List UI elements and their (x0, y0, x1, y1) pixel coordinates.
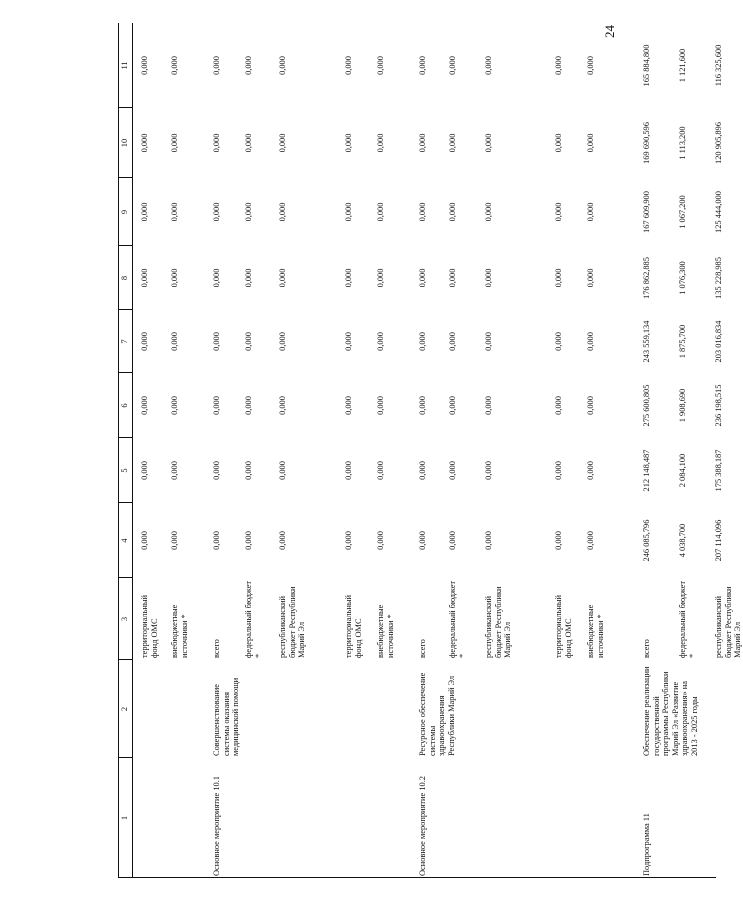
value-cell: 0,000 (448, 332, 457, 351)
value-cell: 0,000 (212, 133, 221, 153)
value-cell: 0,000 (344, 332, 353, 351)
funding-source: внебюджетные источники * (170, 604, 189, 658)
value-cell: 0,000 (418, 133, 427, 153)
value-cell: 0,000 (484, 133, 493, 153)
value-cell: 0,000 (448, 268, 457, 288)
row-label: Основное мероприятие 10.2 (418, 776, 427, 876)
funding-source: федеральный бюджет * (448, 580, 467, 658)
value-cell: 207 114,096 (714, 519, 723, 562)
value-cell: 0,000 (244, 461, 253, 480)
value-cell: 0,000 (484, 396, 493, 415)
value-cell: 0,000 (484, 531, 493, 550)
value-cell: 175 388,187 (714, 449, 723, 492)
value-cell: 0,000 (376, 202, 385, 222)
header-bottom-border (132, 23, 133, 878)
value-cell: 0,000 (212, 531, 221, 550)
value-cell: 0,000 (344, 268, 353, 288)
value-cell: 0,000 (344, 396, 353, 415)
value-cell: 0,000 (244, 396, 253, 415)
value-cell: 0,000 (484, 332, 493, 351)
funding-source: территориальный фонд ОМС (140, 594, 159, 658)
value-cell: 0,000 (418, 531, 427, 550)
column-header-2: 2 (120, 706, 129, 712)
value-cell: 0,000 (418, 202, 427, 222)
funding-source: республиканский бюджет Республики Марий Эл (714, 586, 743, 658)
value-cell: 176 862,885 (642, 257, 651, 299)
value-cell: 0,000 (448, 133, 457, 153)
value-cell: 0,000 (554, 133, 563, 153)
value-cell: 0,000 (586, 56, 595, 75)
value-cell: 0,000 (140, 268, 149, 288)
value-cell: 0,000 (344, 531, 353, 550)
value-cell: 0,000 (244, 531, 253, 550)
funding-source: всего (212, 639, 221, 658)
value-cell: 0,000 (554, 268, 563, 288)
value-cell: 135 228,985 (714, 257, 723, 299)
value-cell: 0,000 (170, 56, 179, 75)
value-cell: 0,000 (244, 56, 253, 75)
funding-source: федеральный бюджет * (244, 580, 263, 658)
column-header-6: 6 (120, 403, 129, 408)
row-label: Основное мероприятие 10.1 (212, 776, 221, 876)
table-left-border (118, 877, 716, 878)
value-cell: 0,000 (484, 268, 493, 288)
column-header-7: 7 (120, 339, 129, 344)
row-description: Ресурсное обеспечение системы здравоохранения Республики Марий Эл (418, 672, 456, 756)
value-cell: 0,000 (448, 531, 457, 550)
value-cell: 0,000 (586, 202, 595, 222)
value-cell: 0,000 (418, 396, 427, 415)
value-cell: 0,000 (140, 56, 149, 75)
value-cell: 0,000 (278, 202, 287, 222)
funding-source: всего (642, 639, 651, 658)
value-cell: 0,000 (212, 332, 221, 351)
value-cell: 0,000 (554, 56, 563, 75)
value-cell: 0,000 (376, 531, 385, 550)
value-cell: 1 121,600 (678, 48, 687, 83)
value-cell: 0,000 (140, 332, 149, 351)
funding-source: федеральный бюджет * (678, 580, 697, 658)
value-cell: 116 325,600 (714, 44, 723, 87)
page-number: 24 (602, 25, 617, 38)
value-cell: 125 444,000 (714, 191, 723, 233)
value-cell: 0,000 (140, 133, 149, 153)
value-cell: 169 690,596 (642, 122, 651, 164)
column-header-10: 10 (120, 138, 129, 148)
value-cell: 0,000 (554, 461, 563, 480)
column-header-9: 9 (120, 209, 129, 215)
value-cell: 0,000 (586, 133, 595, 153)
value-cell: 236 198,515 (714, 384, 723, 427)
value-cell: 0,000 (278, 268, 287, 288)
value-cell: 0,000 (344, 56, 353, 75)
value-cell: 0,000 (278, 396, 287, 415)
value-cell: 2 084,100 (678, 453, 687, 488)
value-cell: 0,000 (244, 268, 253, 288)
value-cell: 0,000 (212, 56, 221, 75)
value-cell: 0,000 (376, 133, 385, 153)
value-cell: 0,000 (376, 396, 385, 415)
funding-source: республиканский бюджет Республики Марий Эл (484, 586, 513, 658)
value-cell: 275 600,805 (642, 384, 651, 427)
value-cell: 0,000 (448, 56, 457, 75)
value-cell: 0,000 (586, 461, 595, 480)
value-cell: 0,000 (140, 531, 149, 550)
funding-source: территориальный фонд ОМС (344, 594, 363, 658)
value-cell: 0,000 (244, 332, 253, 351)
value-cell: 0,000 (278, 133, 287, 153)
funding-source: внебюджетные источники * (376, 604, 395, 658)
value-cell: 1 875,700 (678, 324, 687, 359)
value-cell: 0,000 (212, 396, 221, 415)
value-cell: 0,000 (170, 461, 179, 480)
value-cell: 0,000 (554, 396, 563, 415)
value-cell: 0,000 (212, 202, 221, 222)
value-cell: 0,000 (484, 461, 493, 480)
value-cell: 203 016,834 (714, 320, 723, 363)
value-cell: 0,000 (344, 461, 353, 480)
row-description: Совершенствование системы оказания медицинской помощи (212, 677, 241, 756)
value-cell: 0,000 (448, 461, 457, 480)
funding-source: всего (418, 639, 427, 658)
column-header-5: 5 (120, 468, 129, 473)
value-cell: 0,000 (484, 202, 493, 222)
value-cell: 0,000 (278, 531, 287, 550)
value-cell: 0,000 (244, 133, 253, 153)
value-cell: 0,000 (278, 332, 287, 351)
value-cell: 0,000 (586, 531, 595, 550)
value-cell: 243 559,134 (642, 320, 651, 363)
column-header-11: 11 (120, 61, 129, 70)
value-cell: 0,000 (376, 268, 385, 288)
value-cell: 0,000 (418, 461, 427, 480)
value-cell: 4 038,700 (678, 523, 687, 558)
value-cell: 0,000 (418, 332, 427, 351)
value-cell: 0,000 (376, 56, 385, 75)
value-cell: 0,000 (586, 268, 595, 288)
value-cell: 0,000 (554, 202, 563, 222)
value-cell: 1 076,300 (678, 261, 687, 295)
row-label: Подпрограмма 11 (642, 813, 651, 876)
value-cell: 0,000 (278, 461, 287, 480)
value-cell: 1 908,690 (678, 388, 687, 423)
value-cell: 0,000 (140, 202, 149, 222)
column-header-4: 4 (120, 538, 129, 543)
table-top-border (118, 23, 119, 878)
value-cell: 0,000 (448, 202, 457, 222)
value-cell: 0,000 (344, 202, 353, 222)
value-cell: 120 905,896 (714, 122, 723, 164)
value-cell: 0,000 (244, 202, 253, 222)
value-cell: 0,000 (278, 56, 287, 75)
value-cell: 1 067,200 (678, 195, 687, 229)
value-cell: 0,000 (170, 133, 179, 153)
value-cell: 0,000 (484, 56, 493, 75)
funding-source: территориальный фонд ОМС (554, 594, 573, 658)
value-cell: 0,000 (418, 268, 427, 288)
column-header-3: 3 (120, 616, 129, 622)
value-cell: 165 884,800 (642, 44, 651, 87)
funding-source: внебюджетные источники * (586, 604, 605, 658)
value-cell: 0,000 (170, 268, 179, 288)
value-cell: 0,000 (448, 396, 457, 415)
column-header-8: 8 (120, 275, 129, 281)
value-cell: 0,000 (554, 531, 563, 550)
value-cell: 0,000 (140, 461, 149, 480)
value-cell: 0,000 (376, 461, 385, 480)
column-header-1: 1 (120, 815, 129, 821)
value-cell: 0,000 (586, 396, 595, 415)
value-cell: 246 085,796 (642, 519, 651, 562)
row-description: Обеспечение реализации государственной программы Республики Марий Эл «Развитие здравоохранения» на 2013 - 2025 годы (642, 666, 699, 756)
value-cell: 0,000 (554, 332, 563, 351)
funding-source: республиканский бюджет Республики Марий Эл (278, 586, 307, 658)
value-cell: 0,000 (140, 396, 149, 415)
value-cell: 0,000 (212, 461, 221, 480)
value-cell: 0,000 (170, 332, 179, 351)
value-cell: 1 113,200 (678, 126, 687, 160)
value-cell: 167 609,900 (642, 191, 651, 233)
value-cell: 0,000 (418, 56, 427, 75)
value-cell: 0,000 (344, 133, 353, 153)
value-cell: 0,000 (170, 396, 179, 415)
value-cell: 212 148,487 (642, 449, 651, 492)
value-cell: 0,000 (212, 268, 221, 288)
value-cell: 0,000 (170, 202, 179, 222)
budget-table (118, 23, 743, 878)
value-cell: 0,000 (170, 531, 179, 550)
value-cell: 0,000 (376, 332, 385, 351)
value-cell: 0,000 (586, 332, 595, 351)
